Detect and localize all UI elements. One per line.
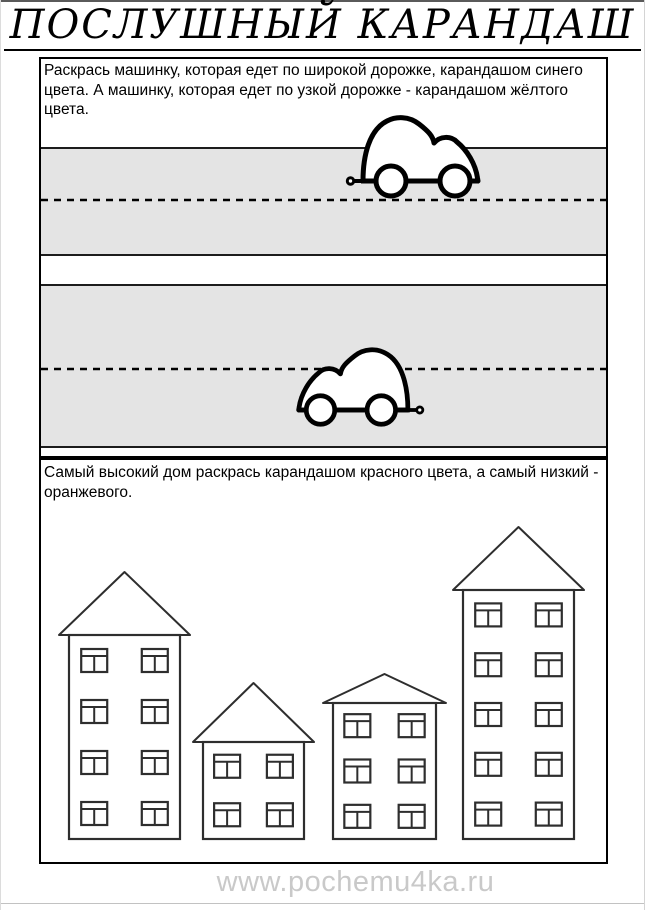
house-window [475, 603, 501, 626]
house-window [536, 653, 562, 676]
house-window [214, 803, 240, 826]
house-roof [323, 674, 446, 703]
house-window [475, 753, 501, 776]
worksheet-illustrations [1, 0, 645, 910]
house-window [81, 700, 107, 723]
website-watermark: www.pochemu4ka.ru [216, 866, 495, 898]
house-window [344, 714, 370, 737]
narrow-road [41, 148, 606, 255]
house-window [142, 802, 168, 825]
house-window [536, 753, 562, 776]
house-window [214, 755, 240, 778]
house-window [81, 751, 107, 774]
house-roof [193, 683, 314, 742]
house-window [81, 649, 107, 672]
house-window [267, 803, 293, 826]
house-window [536, 803, 562, 826]
house-1-tall [59, 572, 190, 839]
house-3-medium [323, 674, 446, 839]
house-window [399, 760, 425, 783]
house-window [81, 802, 107, 825]
house-window [536, 703, 562, 726]
house-window [536, 603, 562, 626]
house-window [475, 653, 501, 676]
house-window [142, 700, 168, 723]
house-window [399, 714, 425, 737]
house-4-tallest [453, 527, 584, 839]
house-2-lowest [193, 683, 314, 839]
exercise2-instruction: Самый высокий дом раскрась карандашом красного цвета, а самый низкий - оранжевого. [44, 464, 599, 501]
house-roof [453, 527, 584, 590]
house-window [475, 703, 501, 726]
page-title-text: ПОСЛУШНЫЙ КАРАНДАШ [4, 2, 642, 51]
house-window [344, 805, 370, 828]
page-bottom-edge [1, 903, 644, 904]
house-window [142, 751, 168, 774]
house-window [475, 803, 501, 826]
house-window [344, 760, 370, 783]
house-window [399, 805, 425, 828]
exercise1-instruction: Раскрась машинку, которая едет по широкой дорожке, карандашом синего цвета. А машинку, которая едет по узкой дорожке - карандашом жёлтого цвета. [44, 62, 583, 119]
house-roof [59, 572, 190, 635]
house-window [142, 649, 168, 672]
house-window [267, 755, 293, 778]
